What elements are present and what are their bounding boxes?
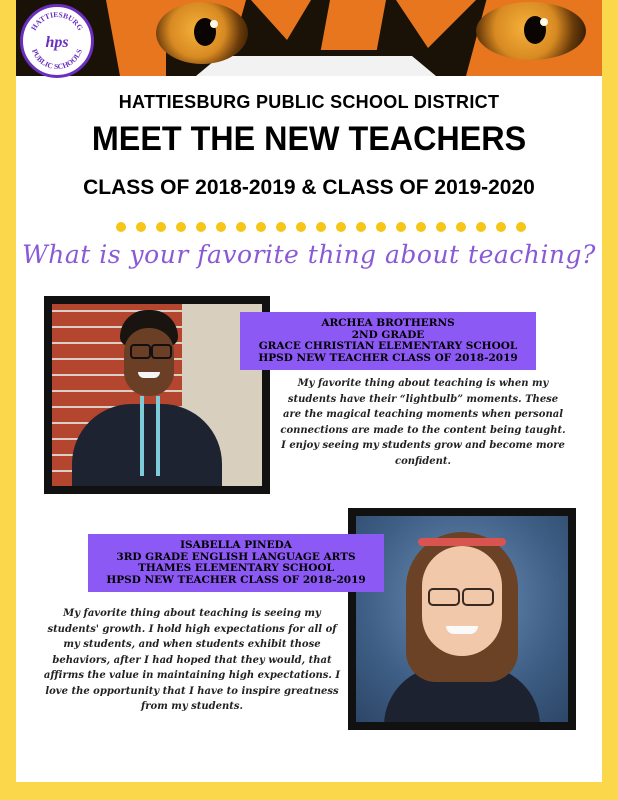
left-tiger-eye — [156, 2, 248, 64]
teacher-name-card-1 — [240, 312, 536, 370]
teacher-name-1: ARCHEA BROTHERNS — [321, 317, 455, 329]
teacher-quote-1: My favorite thing about teaching is when my students have their “lightbulb” moments. These are the magical teaching moments when personal connections are made to the content being taught. I enjoy seeing my students grow and become more confident. — [280, 378, 566, 467]
teacher-school-2: THAMES ELEMENTARY SCHOOL — [138, 562, 334, 574]
svg-text:PUBLIC SCHOOLS — [30, 48, 84, 71]
teacher-photo-1 — [52, 304, 262, 486]
right-tiger-eye — [476, 2, 586, 60]
teacher-cohort-2: HPSD NEW TEACHER CLASS OF 2018-2019 — [106, 573, 366, 586]
teacher-quote-2: My favorite thing about teaching is seeing my students' growth. I hold high expectations for all of my students, and when students exhibit those behaviors, after I had hoped that they would, that affirms the value in maintaining high expectations. I love the opportunity that I have to inspire greatness from my students. — [43, 608, 341, 712]
teacher-name-2: ISABELLA PINEDA — [180, 539, 292, 551]
logo-top-text: HATTIESBURG — [29, 9, 85, 33]
teacher-photo-frame-1 — [44, 296, 270, 494]
flyer-sheet — [16, 0, 602, 782]
teacher-photo-2 — [356, 516, 568, 722]
teacher-cohort-1: HPSD NEW TEACHER CLASS OF 2018-2019 — [258, 351, 518, 364]
dotted-divider — [116, 222, 536, 232]
teacher-grade-2: 3RD GRADE ENGLISH LANGUAGE ARTS — [116, 550, 356, 563]
svg-text:HATTIESBURG — [29, 10, 85, 32]
teacher-grade-1: 2ND GRADE — [351, 328, 425, 341]
logo-bottom-text: PUBLIC SCHOOLS — [30, 47, 84, 72]
district-name: HATTIESBURG PUBLIC SCHOOL DISTRICT — [118, 92, 500, 112]
teacher-name-card-2 — [88, 534, 384, 592]
teacher-school-1: GRACE CHRISTIAN ELEMENTARY SCHOOL — [258, 340, 518, 352]
tiger-eyes-banner — [16, 0, 602, 76]
class-years: CLASS OF 2018-2019 & CLASS OF 2019-2020 — [83, 176, 535, 199]
hps-logo — [20, 4, 94, 78]
page-title: MEET THE NEW TEACHERS — [91, 120, 527, 158]
question-heading: What is your favorite thing about teaching? — [22, 240, 596, 269]
logo-monogram: hps — [45, 34, 69, 51]
